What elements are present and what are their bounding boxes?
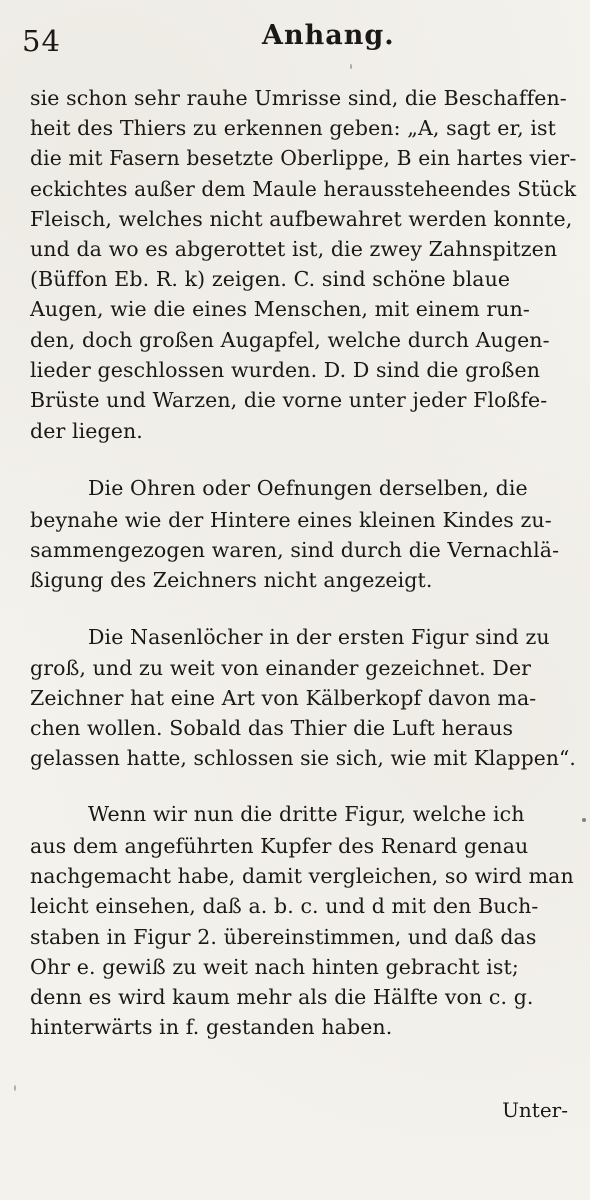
text-line: denn es wird kaum mehr als die Hälfte von c. g. (30, 985, 534, 1009)
text-line: Die Ohren oder Oefnungen derselben, die (88, 476, 528, 500)
text-line: Fleisch, welches nicht aufbewahret werden konnte, (30, 207, 573, 231)
text-line: die mit Fasern besetzte Oberlippe, B ein hartes vier- (30, 146, 577, 170)
text-line: eckichtes außer dem Maule heraussteheendes Stück (30, 177, 577, 201)
ink-speck (350, 64, 352, 69)
text-line: aus dem angeführten Kupfer des Renard genau (30, 834, 529, 858)
text-line: staben in Figur 2. übereinstimmen, und daß das (30, 925, 537, 949)
text-line: (Büffon Eb. R. k) zeigen. C. sind schöne blaue (30, 267, 511, 291)
text-line: der liegen. (30, 419, 143, 443)
text-line: sammengezogen waren, sind durch die Vernachlä- (30, 538, 560, 562)
text-line: Ohr e. gewiß zu weit nach hinten gebracht ist; (30, 955, 519, 979)
text-line: groß, und zu weit von einander gezeichnet. Der (30, 656, 532, 680)
text-line: beynahe wie der Hintere eines kleinen Kindes zu- (30, 508, 552, 532)
text-line: Zeichner hat eine Art von Kälberkopf davon ma- (30, 686, 537, 710)
text-line: Augen, wie die eines Menschen, mit einem run- (30, 297, 530, 321)
page-header (22, 20, 568, 60)
page-number: 54 (22, 24, 61, 58)
text-line: gelassen hatte, schlossen sie sich, wie mit Klappen“. (30, 746, 576, 770)
text-line: nachgemacht habe, damit vergleichen, so wird man (30, 864, 574, 888)
catchword: Unter- (502, 1098, 568, 1122)
text-line: ßigung des Zeichners nicht angezeigt. (30, 568, 433, 592)
text-line: Wenn wir nun die dritte Figur, welche ich (88, 802, 525, 826)
text-line: sie schon sehr rauhe Umrisse sind, die Beschaffen- (30, 86, 567, 110)
text-line: den, doch großen Augapfel, welche durch Augen- (30, 328, 550, 352)
text-line: lieder geschlossen wurden. D. D sind die großen (30, 358, 541, 382)
running-head: Anhang. (262, 20, 395, 51)
ink-speck (14, 1085, 16, 1091)
text-line: leicht einsehen, daß a. b. c. und d mit den Buch- (30, 894, 539, 918)
text-line: Brüste und Warzen, die vorne unter jeder Floßfe- (30, 388, 548, 412)
text-line: und da wo es abgerottet ist, die zwey Zahnspitzen (30, 237, 558, 261)
text-line: heit des Thiers zu erkennen geben: „A, sagt er, ist (30, 116, 556, 140)
text-line: chen wollen. Sobald das Thier die Luft heraus (30, 716, 514, 740)
text-line: hinterwärts in f. gestanden haben. (30, 1015, 393, 1039)
text-line: Die Nasenlöcher in der ersten Figur sind zu (88, 625, 550, 649)
ink-speck (582, 818, 586, 822)
